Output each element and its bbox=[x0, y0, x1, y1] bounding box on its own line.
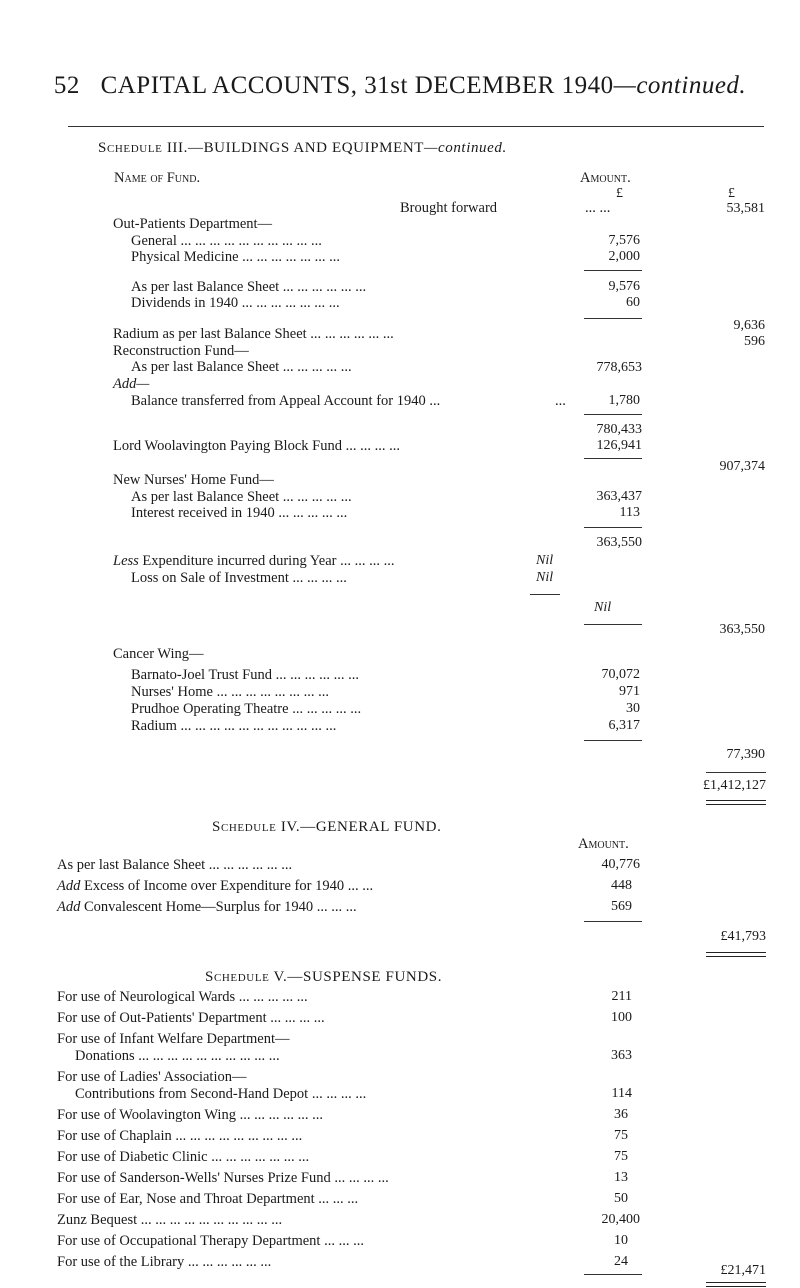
nil-total: Nil bbox=[594, 600, 612, 615]
brought-forward-dots: ... ... bbox=[585, 200, 611, 216]
outpatients-total: 9,636 bbox=[733, 318, 765, 333]
lord-amount: 126,941 bbox=[596, 438, 642, 453]
cancer-total: 77,390 bbox=[726, 747, 765, 762]
rule bbox=[584, 624, 642, 625]
as-per-amount: 9,576 bbox=[608, 279, 640, 294]
rule bbox=[584, 270, 642, 271]
schedule4-row3-amount: 569 bbox=[611, 899, 632, 914]
outpatients-heading: Out-Patients Department— bbox=[113, 216, 273, 232]
suspense-row-label: For use of Out-Patients' Department ... ... ... ... bbox=[57, 1010, 325, 1026]
cancer-heading: Cancer Wing— bbox=[113, 646, 204, 662]
suspense-row-label: For use of Neurological Wards ... ... ... ... ... bbox=[57, 989, 308, 1005]
rule bbox=[530, 594, 560, 595]
schedule4-col-amount: Amount. bbox=[578, 836, 629, 852]
reconstruction-heading: Reconstruction Fund— bbox=[113, 343, 249, 359]
rule bbox=[706, 772, 766, 773]
general-label: General ... ... ... ... ... ... ... ... ... ... bbox=[131, 233, 322, 249]
radium2-label: Radium ... ... ... ... ... ... ... ... ... ... ... bbox=[131, 718, 337, 734]
rule bbox=[584, 1274, 642, 1275]
double-rule bbox=[706, 1282, 766, 1287]
page-title: CAPITAL ACCOUNTS, 31st DECEMBER 1940 bbox=[100, 72, 614, 99]
add-label: Add— bbox=[113, 376, 150, 392]
rule bbox=[584, 458, 642, 459]
suspense-row-label: For use of the Library ... ... ... ... ... ... bbox=[57, 1254, 272, 1270]
nurses-home-amount: 971 bbox=[619, 684, 640, 699]
schedule5-total: £21,471 bbox=[720, 1263, 766, 1278]
balance-transferred-label: Balance transferred from Appeal Account for 1940 ... bbox=[131, 393, 441, 409]
barnato-label: Barnato-Joel Trust Fund ... ... ... ... ... ... bbox=[131, 667, 359, 683]
prudhoe-amount: 30 bbox=[626, 701, 640, 716]
suspense-row-sublabel: Contributions from Second-Hand Depot ... ... ... ... bbox=[75, 1086, 367, 1102]
lord-label: Lord Woolavington Paying Block Fund ... ... ... ... bbox=[113, 438, 400, 454]
suspense-row-label: For use of Sanderson-Wells' Nurses Prize Fund ... ... ... ... bbox=[57, 1170, 389, 1186]
schedule3-grand-total: £1,412,127 bbox=[703, 778, 766, 793]
suspense-row-amount: 100 bbox=[611, 1010, 632, 1025]
general-amount: 7,576 bbox=[608, 233, 640, 248]
suspense-row-amount: 50 bbox=[614, 1191, 628, 1206]
radium-total: 596 bbox=[744, 334, 765, 349]
nurses-as-per-label: As per last Balance Sheet ... ... ... ... ... bbox=[131, 489, 352, 505]
page-header bbox=[0, 72, 800, 100]
recon-total: 907,374 bbox=[719, 459, 765, 474]
interest-label: Interest received in 1940 ... ... ... ... ... bbox=[131, 505, 348, 521]
prudhoe-label: Prudhoe Operating Theatre ... ... ... ... ... bbox=[131, 701, 362, 717]
rule bbox=[584, 527, 642, 528]
suspense-row-label: For use of Ladies' Association— bbox=[57, 1069, 247, 1085]
recon-as-per-label: As per last Balance Sheet ... ... ... ... ... bbox=[131, 359, 352, 375]
schedule4-title: Schedule IV.—GENERAL FUND. bbox=[212, 819, 442, 835]
brought-forward-label: Brought forward bbox=[400, 200, 498, 216]
continued-label: —continued. bbox=[613, 72, 747, 99]
suspense-row-amount: 363 bbox=[611, 1048, 632, 1063]
suspense-row-amount: 114 bbox=[611, 1086, 632, 1101]
nurses-subtotal: 363,550 bbox=[596, 535, 642, 550]
suspense-row-sublabel: Donations ... ... ... ... ... ... ... ... ... ... bbox=[75, 1048, 280, 1064]
rule bbox=[584, 921, 642, 922]
nurses-heading: New Nurses' Home Fund— bbox=[113, 472, 274, 488]
dividends-label: Dividends in 1940 ... ... ... ... ... ... ... bbox=[131, 295, 340, 311]
suspense-row-label: For use of Occupational Therapy Department ... ... ... bbox=[57, 1233, 364, 1249]
double-rule bbox=[706, 952, 766, 957]
suspense-row-amount: 75 bbox=[614, 1149, 628, 1164]
barnato-amount: 70,072 bbox=[601, 667, 640, 682]
balance-transferred-amount: 1,780 bbox=[608, 393, 640, 408]
schedule4-row1-label: As per last Balance Sheet ... ... ... ... ... ... bbox=[57, 857, 293, 873]
recon-as-per-amount: 778,653 bbox=[596, 360, 642, 375]
page-number: 52 bbox=[53, 72, 80, 99]
interest-amount: 113 bbox=[619, 505, 640, 520]
physical-label: Physical Medicine ... ... ... ... ... ... ... bbox=[131, 249, 341, 265]
suspense-row-amount: 36 bbox=[614, 1107, 628, 1122]
pound-sign-1: £ bbox=[616, 186, 623, 201]
pound-sign-2: £ bbox=[728, 186, 735, 201]
nurses-total: 363,550 bbox=[719, 622, 765, 637]
loss-label: Loss on Sale of Investment ... ... ... ... bbox=[131, 570, 347, 586]
nurses-as-per-amount: 363,437 bbox=[596, 489, 642, 504]
col-amount: Amount. bbox=[580, 170, 631, 186]
radium-label: Radium as per last Balance Sheet ... ... ... ... ... ... bbox=[113, 326, 394, 342]
less-amount: Nil bbox=[536, 553, 554, 568]
double-rule bbox=[706, 800, 766, 805]
suspense-row-amount: 211 bbox=[611, 989, 632, 1004]
schedule5-title: Schedule V.—SUSPENSE FUNDS. bbox=[205, 969, 443, 985]
brought-forward-total: 53,581 bbox=[726, 201, 765, 216]
suspense-row-label: For use of Infant Welfare Department— bbox=[57, 1031, 290, 1047]
recon-subtotal: 780,433 bbox=[596, 422, 642, 437]
physical-amount: 2,000 bbox=[608, 249, 640, 264]
rule bbox=[584, 318, 642, 319]
schedule4-total: £41,793 bbox=[720, 929, 766, 944]
suspense-row-amount: 75 bbox=[614, 1128, 628, 1143]
dots: ... bbox=[555, 393, 566, 409]
schedule4-row2-label: Add Excess of Income over Expenditure for 1940 ... ... bbox=[57, 878, 374, 894]
suspense-row-label: For use of Ear, Nose and Throat Department ... ... ... bbox=[57, 1191, 359, 1207]
rule bbox=[584, 740, 642, 741]
suspense-row-label: Zunz Bequest ... ... ... ... ... ... ... ... ... ... bbox=[57, 1212, 283, 1228]
schedule4-row2-amount: 448 bbox=[611, 878, 632, 893]
suspense-row-amount: 20,400 bbox=[601, 1212, 640, 1227]
suspense-row-amount: 24 bbox=[614, 1254, 628, 1269]
suspense-row-label: For use of Diabetic Clinic ... ... ... ... ... ... ... bbox=[57, 1149, 310, 1165]
nurses-home-label: Nurses' Home ... ... ... ... ... ... ... ... bbox=[131, 684, 329, 700]
suspense-row-label: For use of Chaplain ... ... ... ... ... ... ... ... ... bbox=[57, 1128, 303, 1144]
schedule4-row1-amount: 40,776 bbox=[601, 857, 640, 872]
col-name-of-fund: Name of Fund. bbox=[114, 170, 201, 186]
dividends-amount: 60 bbox=[626, 295, 640, 310]
suspense-row-label: For use of Woolavington Wing ... ... ... ... ... ... bbox=[57, 1107, 323, 1123]
schedule3-title: Schedule III.—BUILDINGS AND EQUIPMENT—continued. bbox=[98, 140, 507, 156]
as-per-label: As per last Balance Sheet ... ... ... ... ... ... bbox=[131, 279, 367, 295]
radium2-amount: 6,317 bbox=[608, 718, 640, 733]
less-label: Less Expenditure incurred during Year ... ... ... ... bbox=[113, 553, 395, 569]
rule bbox=[584, 414, 642, 415]
loss-amount: Nil bbox=[536, 570, 554, 585]
suspense-row-amount: 13 bbox=[614, 1170, 628, 1185]
header-rule bbox=[68, 126, 764, 127]
schedule4-row3-label: Add Convalescent Home—Surplus for 1940 ... ... ... bbox=[57, 899, 357, 915]
suspense-row-amount: 10 bbox=[614, 1233, 628, 1248]
